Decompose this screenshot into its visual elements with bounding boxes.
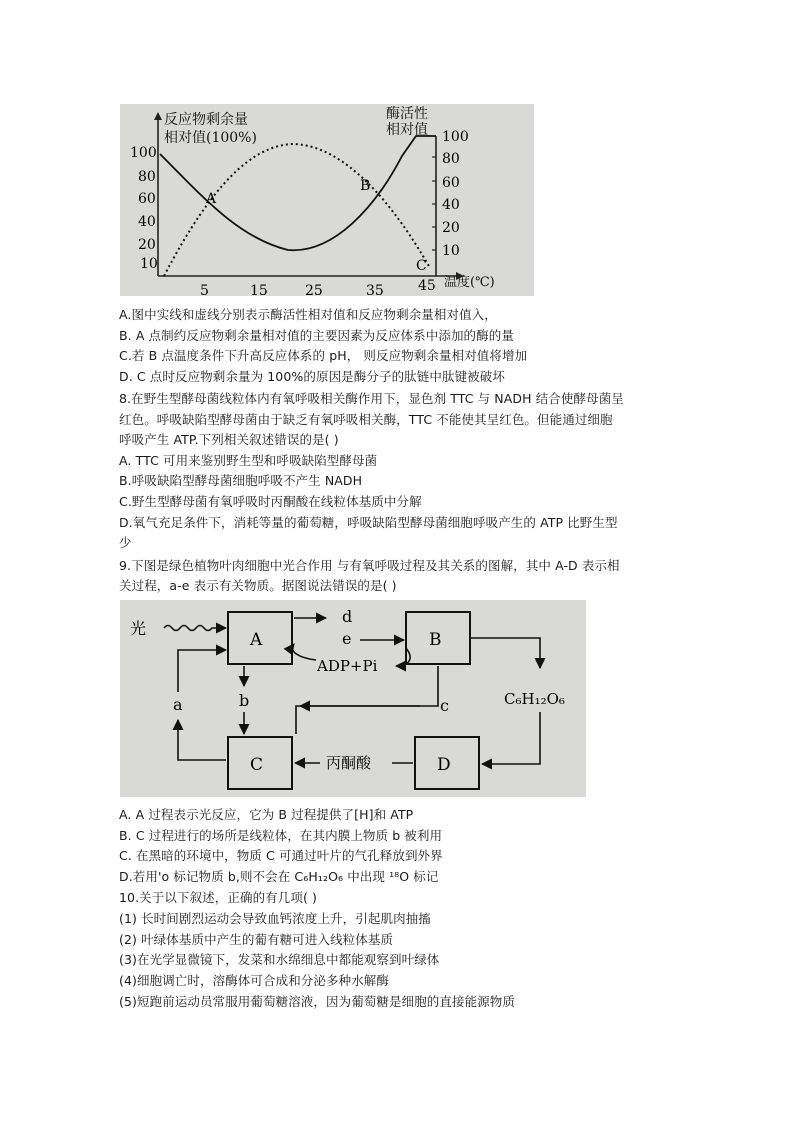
substrate-remaining-curve [160,136,436,250]
a-lower-arrow [178,720,226,760]
enzyme-temperature-figure [120,104,534,296]
q8-stem-line-3: 呼吸产生 ATP.下列相关叙述错误的是( ) [119,432,339,447]
right-tick: 20 [442,220,460,236]
substance-b-label: b [239,691,250,710]
right-tick: 80 [442,151,460,167]
adp-pi-label: ADP+Pi [317,657,378,675]
x-tick: 5 [200,283,209,296]
glucose-label: C₆H₁₂O₆ [504,690,565,708]
q10-item-3: (3)在光学显微镜下，发菜和水绵细息中都能观察到叶绿体 [119,952,440,967]
left-tick: 40 [138,214,156,230]
adp-return-arrow-a [292,644,316,660]
left-tick: 100 [130,145,157,161]
light-label: 光 [130,619,147,638]
q8-option-d-continued: 少 [119,535,132,550]
left-tick: 20 [138,237,156,253]
q9-option-d: D.若用'o 标记物质 b,则不会在 C₆H₁₂O₆ 中出现 ¹⁸O 标记 [119,869,439,884]
q10-item-2: (2) 叶绿体基质中产生的葡有糖可进入线粒体基质 [119,932,394,947]
q9-option-a: A. A 过程表示光反应，它为 B 过程提供了[H]和 ATP [119,807,414,822]
q8-stem-line-1: 8.在野生型酵母菌线粒体内有氧呼吸相关酶作用下，显色剂 TTC 与 NADH 结合使酵母菌呈 [119,391,624,406]
point-c-label: C [416,258,427,274]
substance-c-label: c [440,696,449,715]
glucose-to-d-arrow [482,712,540,764]
q10-stem: 10.关于以下叙述，正确的有几项( ) [119,890,318,905]
left-axis-title-2: 相对值(100%) [164,130,257,146]
substance-d-label: d [342,607,353,626]
right-axis-title-2: 相对值 [386,122,428,138]
x-tick: 35 [366,283,384,296]
q9-option-b: B. C 过程进行的场所是线粒体，在其内膜上物质 b 被利用 [119,828,443,843]
q8-option-d: D.氧气充足条件下，消耗等量的葡萄糖，呼吸缺陷型酵母菌细胞呼吸产生的 ATP 比野生型 [119,515,618,530]
box-b-label: B [429,630,442,650]
x-tick: 45 [418,278,436,294]
x-tick: 25 [305,283,323,296]
right-tick: 100 [442,129,469,145]
q7-option-a: A.图中实线和虚线分别表示酶活性相对值和反应物剩余量相对值入， [119,307,497,322]
box-c-label: C [250,755,264,775]
light-wavy-arrow [164,626,226,631]
q8-option-c: C.野生型酵母菌有氧呼吸时丙酮酸在线粒体基质中分解 [119,494,422,509]
q8-stem-line-2: 红色。呼吸缺陷型酵母菌由于缺乏有氧呼吸相关酶，TTC 不能使其呈红色。但能通过细胞 [119,412,613,427]
point-b-label: B [360,178,371,194]
enzyme-activity-curve [164,144,430,276]
x-axis-title: 温度(℃) [444,275,495,290]
right-tick: 10 [442,243,460,259]
q7-option-c: C.若 B 点温度条件下升高反应体系的 pH， 则反应物剩余量相对值将增加 [119,348,528,363]
q9-option-c: C. 在黑暗的环境中，物质 C 可通过叶片的气孔释放到外界 [119,848,443,863]
pyruvate-label: 丙酮酸 [326,754,372,772]
right-tick: 60 [442,175,460,191]
left-tick: 80 [138,169,156,185]
point-a-label: A [206,191,217,207]
right-axis-title-1: 酶活性 [386,106,428,122]
q9-stem-line-2: 关过程，a-e 表示有关物质。据图说法错误的是( ) [119,578,397,593]
q7-option-b: B. A 点制约反应物剩余量相对值的主要因素为反应体系中添加的酶的量 [119,328,514,343]
photosynthesis-respiration-diagram [120,600,586,797]
box-d-label: D [437,755,451,775]
b-to-c-line [296,666,438,734]
q9-stem-line-1: 9.下图是绿色植物叶肉细胞中光合作用 与有氧呼吸过程及其关系的图解，其中 A-D 表示相 [119,558,620,573]
q8-option-a: A. TTC 可用来鉴别野生型和呼吸缺陷型酵母菌 [119,453,378,468]
a-upper-arrow [178,650,226,692]
left-axis-arrow [154,112,162,120]
q7-option-d: D. C 点时反应物剩余量为 100%的原因是酶分子的肽链中肽键被破坏 [119,369,505,384]
x-tick: 15 [250,283,268,296]
process-flow-diagram [120,600,586,797]
right-tick: 40 [442,197,460,213]
q10-item-5: (5)短跑前运动员常服用葡萄糖溶液，因为葡萄糖是细胞的直接能源物质 [119,994,516,1009]
box-a-label: A [250,630,263,650]
left-axis-title-1: 反应物剩余量 [164,112,248,128]
adp-return-arrow-b [396,648,410,666]
enzyme-temperature-graph [120,104,534,296]
substance-a-label: a [173,695,183,714]
q10-item-4: (4)细胞调亡时，溶酶体可合成和分泌多种水解酶 [119,973,390,988]
left-tick: 60 [138,191,156,207]
b-to-glucose-arrow [470,638,540,668]
q10-item-1: (1) 长时间剧烈运动会导致血钙浓度上升，引起肌肉抽搐 [119,911,431,926]
q8-option-b: B.呼吸缺陷型酵母菌细胞呼吸不产生 NADH [119,473,363,488]
substance-e-label: e [342,629,352,648]
left-tick: 10 [140,256,158,272]
